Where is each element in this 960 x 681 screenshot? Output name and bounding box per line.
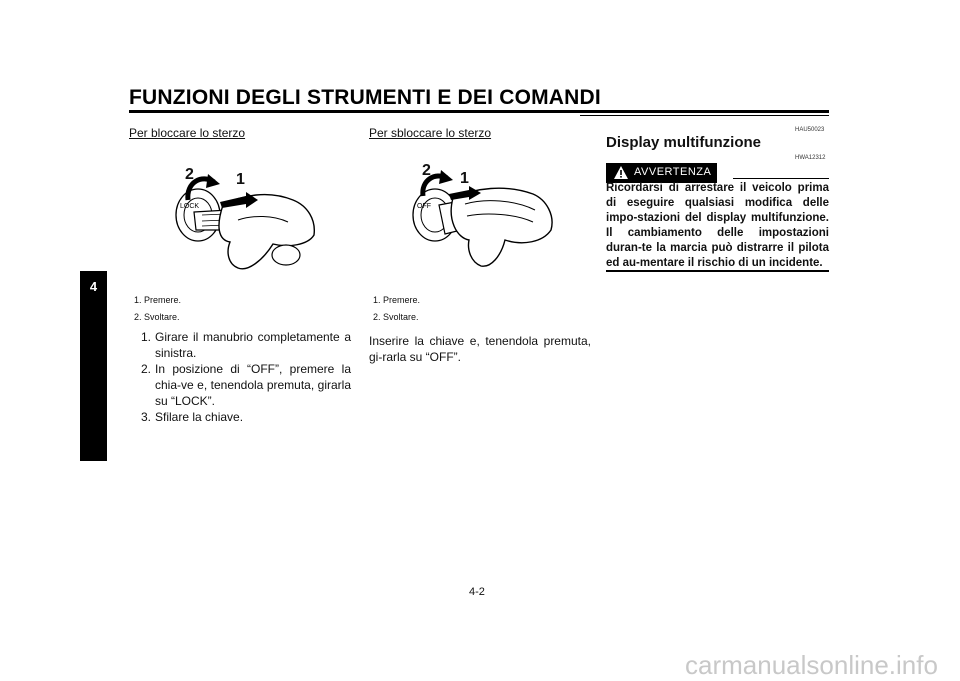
figure-label-2: 2	[185, 166, 194, 183]
unlock-steering-heading: Per sbloccare lo sterzo	[369, 126, 492, 140]
warning-code: HWA12312	[795, 155, 826, 161]
svg-text:OFF: OFF	[417, 203, 431, 210]
warning-top-rule	[733, 178, 829, 179]
section-title: Display multifunzione	[606, 134, 762, 151]
step-text: Sfilare la chiave.	[155, 410, 244, 424]
step-number: 3.	[141, 410, 152, 424]
step-item	[129, 409, 351, 425]
watermark: carmanualsonline.info	[685, 650, 938, 680]
lock-steering-heading: Per bloccare lo sterzo	[129, 126, 246, 140]
warning-triangle-icon	[613, 165, 629, 180]
page-number: 4-2	[469, 586, 485, 598]
unlock-instructions: Inserire la chiave e, tenendola premuta, gi-rarla su “OFF”.	[369, 334, 591, 364]
caption-item: 2. Svoltare.	[134, 312, 180, 322]
page-title: FUNZIONI DEGLI STRUMENTI E DEI COMANDI	[129, 86, 601, 109]
header-rule-thin	[580, 115, 829, 116]
warning-bottom-rule	[606, 270, 829, 272]
lock-steps	[129, 329, 351, 425]
step-number: 1.	[141, 330, 152, 344]
figure-caption	[373, 292, 420, 326]
figure-label-2: 2	[422, 162, 431, 179]
svg-text:LOCK: LOCK	[180, 203, 200, 210]
figure-label-1: 1	[236, 171, 245, 188]
chapter-tab: 4	[80, 271, 107, 461]
warning-text: Ricordarsi di arrestare il veicolo prima di eseguire qualsiasi modifica delle impo-stazioni del display multifunzione. Il cambiamento delle impostazioni duran-te la marcia può distrarre il pilota ed au-mentare il rischio di un incidente.	[606, 182, 829, 269]
section-code: HAU50023	[795, 127, 825, 133]
step-text: Girare il manubrio completamente a sinistra.	[155, 330, 351, 360]
header-rule	[129, 110, 829, 113]
step-item	[129, 361, 351, 409]
caption-item: 1. Premere.	[134, 295, 182, 305]
warning-label: AVVERTENZA	[634, 166, 712, 178]
step-number: 2.	[141, 362, 152, 376]
caption-item: 2. Svoltare.	[373, 312, 419, 322]
caption-item: 1. Premere.	[373, 295, 421, 305]
step-item	[129, 329, 351, 361]
figure-label-1: 1	[460, 170, 469, 187]
step-text: In posizione di “OFF”, premere la chia-ve e, tenendola premuta, girarla su “LOCK”.	[155, 362, 351, 408]
figure-caption	[134, 292, 181, 326]
